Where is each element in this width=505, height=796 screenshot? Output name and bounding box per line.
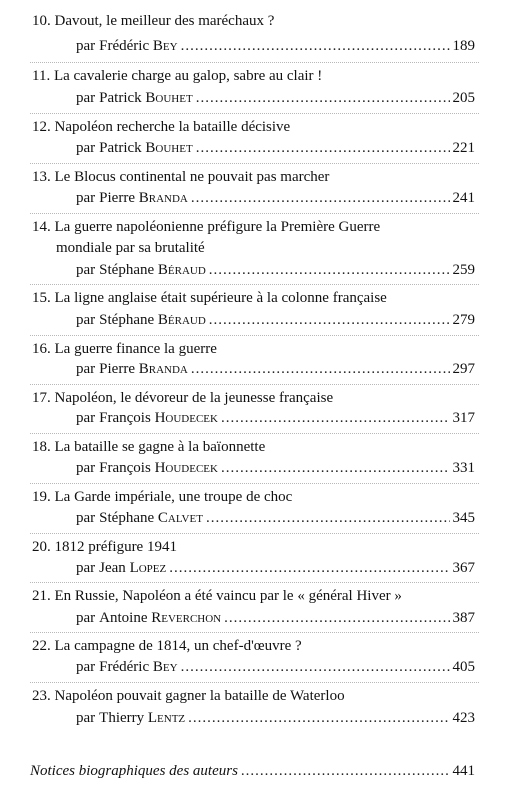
dot-leader	[181, 658, 450, 676]
entry-page-number: 205	[452, 90, 475, 106]
entry-author-first: Pierre	[99, 190, 135, 206]
dot-leader	[181, 37, 450, 55]
entry-title-line	[32, 389, 475, 407]
entry-title-line	[32, 67, 475, 85]
dot-leader	[191, 189, 450, 207]
dot-leader	[206, 509, 450, 527]
entry-author-line	[76, 89, 475, 107]
entry-divider	[30, 483, 479, 484]
entry-author-last: Houdecek	[154, 460, 218, 476]
entry-author-first: Patrick	[99, 140, 142, 156]
entry-number: 10.	[32, 13, 51, 29]
entry-author-last: Houdecek	[154, 410, 218, 426]
entry-title-line	[32, 538, 475, 556]
entry-number: 12.	[32, 119, 51, 135]
dot-leader	[191, 360, 450, 378]
entry-author-last: Béraud	[157, 312, 206, 328]
entry-title: La cavalerie charge au galop, sabre au clair !	[53, 68, 323, 84]
entry-title: 1812 préfigure 1941	[54, 539, 177, 555]
entry-author-first: Stéphane	[99, 262, 155, 278]
entry-title-line	[32, 637, 475, 655]
entry-author-line	[76, 360, 475, 378]
entry-author-last: Bey	[152, 659, 178, 675]
entry-divider	[30, 433, 479, 434]
entry-divider	[30, 582, 479, 583]
entry-number: 11.	[32, 68, 51, 84]
entry-page-number: 189	[452, 38, 475, 54]
entry-title-continuation: mondiale par sa brutalité	[56, 240, 205, 256]
entry-page-number: 345	[452, 510, 475, 526]
entry-title-line	[32, 488, 475, 506]
entry-title: Davout, le meilleur des maréchaux ?	[54, 13, 275, 29]
dot-leader	[188, 709, 449, 727]
entry-number: 17.	[32, 390, 51, 406]
entry-divider	[30, 62, 479, 63]
entry-author-first: Pierre	[99, 361, 135, 377]
entry-author-line	[76, 139, 475, 157]
entry-by: par	[76, 140, 96, 156]
dot-leader	[209, 261, 450, 279]
entry-page-number: 387	[452, 610, 475, 626]
entry-page-number: 241	[452, 190, 475, 206]
entry-author-first: Patrick	[99, 90, 142, 106]
notices-page-number: 441	[452, 763, 475, 779]
entry-number: 18.	[32, 439, 51, 455]
entry-number: 16.	[32, 341, 51, 357]
entry-title-line	[32, 587, 475, 605]
entry-by: par	[76, 361, 96, 377]
entry-title: Napoléon pouvait gagner la bataille de Waterloo	[54, 688, 345, 704]
entry-author-last: Lopez	[129, 560, 167, 576]
entry-by: par	[76, 610, 96, 626]
entry-author-last: Lentz	[147, 710, 186, 726]
entry-author-first: Stéphane	[99, 510, 155, 526]
entry-author-last: Bey	[152, 38, 178, 54]
dot-leader	[224, 609, 449, 627]
entry-author-first: Thierry	[99, 710, 145, 726]
entry-author-line	[76, 658, 475, 676]
entry-author-last: Bouhet	[145, 140, 193, 156]
entry-by: par	[76, 710, 96, 726]
entry-number: 15.	[32, 290, 51, 306]
entry-author-last: Branda	[138, 361, 188, 377]
entry-author-line	[76, 709, 475, 727]
entry-author-first: Frédéric	[99, 38, 150, 54]
entry-page-number: 331	[452, 460, 475, 476]
entry-page-number: 367	[452, 560, 475, 576]
entry-by: par	[76, 90, 96, 106]
entry-author-first: Frédéric	[99, 659, 150, 675]
entry-title-line	[32, 12, 475, 30]
entry-page-number: 423	[452, 710, 475, 726]
entry-title: La guerre finance la guerre	[54, 341, 217, 357]
entry-author-last: Béraud	[157, 262, 206, 278]
entry-title: La guerre napoléonienne préfigure la Première Guerre	[54, 219, 381, 235]
entry-page-number: 317	[452, 410, 475, 426]
entry-title: Le Blocus continental ne pouvait pas marcher	[54, 169, 330, 185]
entry-author-last: Bouhet	[145, 90, 193, 106]
entry-number: 20.	[32, 539, 51, 555]
entry-title: La ligne anglaise était supérieure à la colonne française	[54, 290, 387, 306]
entry-page-number: 297	[452, 361, 475, 377]
entry-title: Napoléon, le dévoreur de la jeunesse française	[54, 390, 334, 406]
entry-title-line	[32, 218, 475, 236]
entry-title: La campagne de 1814, un chef-d'œuvre ?	[54, 638, 302, 654]
dot-leader	[221, 409, 450, 427]
entry-author-last: Calvet	[157, 510, 203, 526]
entry-number: 19.	[32, 489, 51, 505]
entry-number: 21.	[32, 588, 51, 604]
entry-by: par	[76, 312, 96, 328]
entry-divider	[30, 213, 479, 214]
entry-divider	[30, 335, 479, 336]
entry-title-line	[32, 289, 475, 307]
entry-title-line	[32, 168, 475, 186]
entry-by: par	[76, 38, 96, 54]
entry-divider	[30, 632, 479, 633]
entry-author-line	[76, 559, 475, 577]
notices-entry	[30, 762, 475, 780]
entry-author-line	[76, 189, 475, 207]
entry-title-line	[32, 118, 475, 136]
entry-number: 13.	[32, 169, 51, 185]
entry-page-number: 221	[452, 140, 475, 156]
dot-leader	[221, 459, 450, 477]
entry-divider	[30, 682, 479, 683]
entry-author-line	[76, 459, 475, 477]
entry-divider	[30, 284, 479, 285]
entry-divider	[30, 113, 479, 114]
entry-title-line	[32, 687, 475, 705]
entry-title: En Russie, Napoléon a été vaincu par le « général Hiver »	[54, 588, 402, 604]
entry-author-line	[76, 509, 475, 527]
entry-title: Napoléon recherche la bataille décisive	[54, 119, 291, 135]
entry-divider	[30, 384, 479, 385]
entry-author-first: François	[99, 410, 151, 426]
entry-page-number: 279	[452, 312, 475, 328]
entry-by: par	[76, 262, 96, 278]
dot-leader	[209, 311, 450, 329]
entry-by: par	[76, 510, 96, 526]
entry-author-last: Reverchon	[151, 610, 222, 626]
entry-author-first: Antoine	[99, 610, 148, 626]
entry-author-line	[76, 37, 475, 55]
entry-divider	[30, 533, 479, 534]
entry-author-last: Branda	[138, 190, 188, 206]
entry-author-first: Stéphane	[99, 312, 155, 328]
entry-by: par	[76, 190, 96, 206]
entry-author-line	[76, 409, 475, 427]
entry-number: 23.	[32, 688, 51, 704]
entry-author-first: Jean	[99, 560, 126, 576]
dot-leader	[241, 762, 450, 780]
entry-number: 14.	[32, 219, 51, 235]
entry-title: La bataille se gagne à la baïonnette	[54, 439, 266, 455]
entry-title-line	[32, 438, 475, 456]
entry-page-number: 259	[452, 262, 475, 278]
entry-by: par	[76, 560, 96, 576]
entry-by: par	[76, 659, 96, 675]
dot-leader	[169, 559, 449, 577]
entry-title: La Garde impériale, une troupe de choc	[54, 489, 293, 505]
notices-label: Notices biographiques des auteurs	[30, 763, 238, 779]
dot-leader	[196, 139, 450, 157]
entry-author-first: François	[99, 460, 151, 476]
entry-number: 22.	[32, 638, 51, 654]
entry-author-line	[76, 609, 475, 627]
entry-author-line	[76, 311, 475, 329]
entry-by: par	[76, 410, 96, 426]
entry-title-line	[32, 340, 475, 358]
entry-page-number: 405	[452, 659, 475, 675]
entry-author-line	[76, 261, 475, 279]
entry-divider	[30, 163, 479, 164]
dot-leader	[196, 89, 450, 107]
entry-by: par	[76, 460, 96, 476]
